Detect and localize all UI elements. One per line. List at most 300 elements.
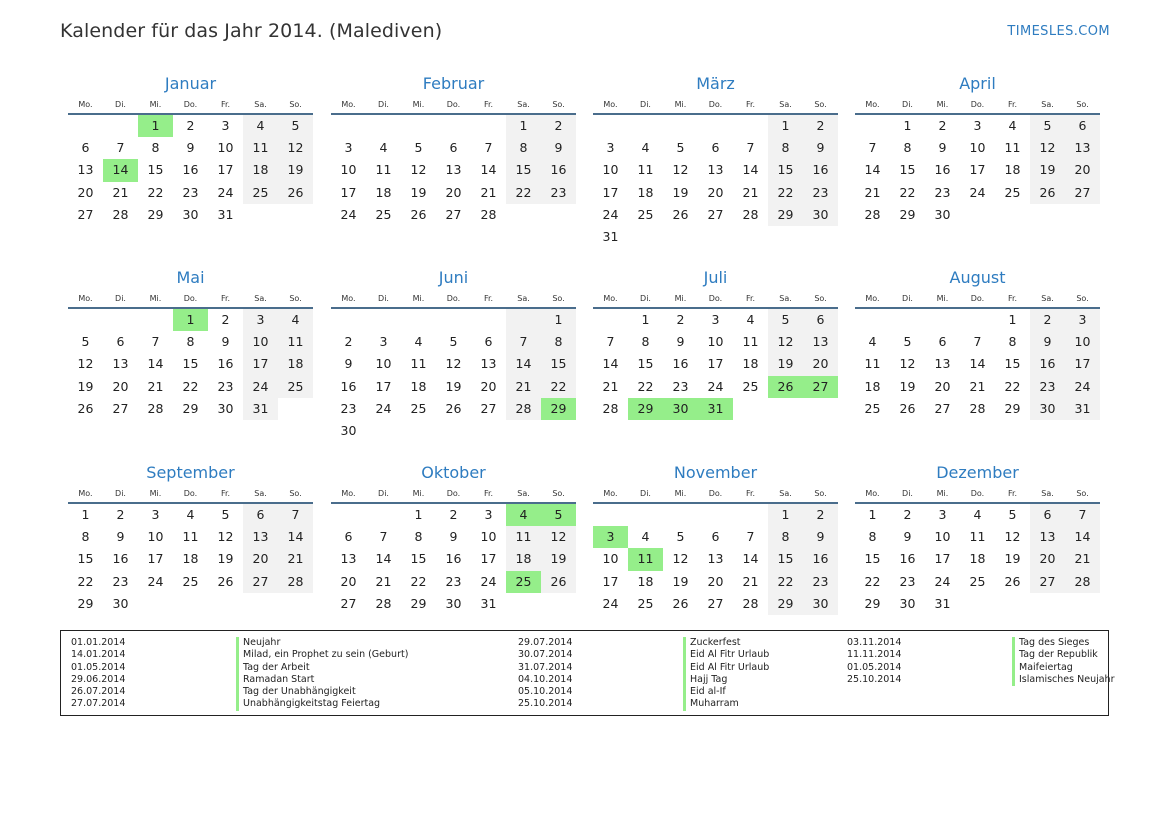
weekday-label: Do. — [970, 100, 985, 109]
day-cell: 19 — [410, 184, 427, 200]
empty-cell — [733, 398, 768, 420]
month-days — [593, 504, 838, 615]
day-cell: 13 — [1030, 526, 1065, 548]
day-cell: 24 — [602, 206, 619, 222]
week-row — [68, 159, 313, 181]
weekday-label: Mo. — [603, 489, 618, 498]
day-cell: 10 — [147, 529, 164, 545]
day-cell: 14 — [506, 353, 541, 375]
day-cell: 13 — [445, 162, 462, 178]
day-cell: 30 — [934, 206, 951, 222]
weekday-label: Fr. — [1007, 294, 1018, 303]
day-cell: 14 — [864, 162, 881, 178]
legend-date: 29.06.2014 — [71, 673, 126, 685]
empty-cell — [960, 309, 995, 331]
week-row — [331, 309, 576, 331]
empty-cell — [663, 115, 698, 137]
weekday-label: Di. — [640, 100, 651, 109]
day-cell: 31 — [602, 228, 619, 244]
day-cell: 8 — [641, 334, 650, 350]
empty-cell — [855, 115, 890, 137]
day-cell: 10 — [934, 529, 951, 545]
week-row — [593, 182, 838, 204]
day-cell: 29 — [147, 206, 164, 222]
day-cell: 30 — [803, 204, 838, 226]
week-row — [68, 593, 313, 615]
day-cell: 28 — [1065, 571, 1100, 593]
day-cell: 3 — [938, 507, 947, 522]
day-cell: 6 — [938, 334, 947, 350]
legend-date: 31.07.2014 — [518, 661, 573, 673]
weekday-label: Do. — [446, 489, 461, 498]
weekday-label: Sa. — [779, 489, 792, 498]
weekday-label: Mi. — [936, 100, 949, 109]
day-cell: 16 — [112, 551, 129, 567]
week-row — [593, 159, 838, 181]
day-cell: 30 — [803, 593, 838, 615]
day-cell: 20 — [243, 548, 278, 570]
legend-holiday-name: Milad, ein Prophet zu sein (Geburt) — [236, 649, 518, 661]
day-cell: 17 — [707, 356, 724, 372]
weekday-header — [855, 290, 1100, 309]
week-row — [68, 571, 313, 593]
weekday-label: So. — [1076, 489, 1089, 498]
day-cell: 7 — [116, 140, 125, 156]
day-cell: 21 — [602, 378, 619, 394]
legend-date: 01.05.2014 — [847, 661, 902, 673]
legend-holiday-name: Tag der Arbeit — [236, 662, 518, 674]
week-row — [68, 115, 313, 137]
day-cell: 22 — [182, 378, 199, 394]
day-cell: 2 — [541, 115, 576, 137]
day-cell: 1 — [1008, 312, 1017, 327]
day-cell: 1 — [903, 118, 912, 133]
day-cell: 29 — [864, 595, 881, 611]
month-november — [593, 461, 838, 615]
holiday-day: 11 — [628, 548, 663, 570]
week-row — [331, 137, 576, 159]
day-cell: 12 — [899, 356, 916, 372]
day-cell: 12 — [672, 551, 689, 567]
day-cell: 2 — [186, 118, 195, 133]
day-cell: 18 — [182, 551, 199, 567]
day-cell: 7 — [506, 331, 541, 353]
day-cell: 20 — [77, 184, 94, 200]
weekday-label: Di. — [640, 489, 651, 498]
week-row — [331, 420, 576, 442]
day-cell: 26 — [1030, 182, 1065, 204]
day-cell: 20 — [1030, 548, 1065, 570]
day-cell: 23 — [340, 400, 357, 416]
day-cell: 20 — [707, 184, 724, 200]
day-cell: 7 — [278, 504, 313, 526]
day-cell: 19 — [445, 378, 462, 394]
day-cell: 15 — [147, 162, 164, 178]
day-cell: 3 — [243, 309, 278, 331]
day-cell: 28 — [480, 206, 497, 222]
holiday-day: 30 — [663, 398, 698, 420]
day-cell: 28 — [864, 206, 881, 222]
day-cell: 10 — [480, 529, 497, 545]
day-cell: 7 — [868, 140, 877, 156]
weekday-label: Di. — [378, 294, 389, 303]
day-cell: 26 — [445, 400, 462, 416]
day-cell: 11 — [506, 526, 541, 548]
weekday-label: Do. — [183, 294, 198, 303]
day-cell: 12 — [278, 137, 313, 159]
holiday-day: 1 — [173, 309, 208, 331]
day-cell: 5 — [81, 334, 90, 350]
day-cell: 20 — [707, 573, 724, 589]
day-cell: 10 — [243, 331, 278, 353]
empty-cell — [1030, 204, 1065, 226]
empty-cell — [436, 420, 471, 442]
day-cell: 8 — [151, 140, 160, 156]
day-cell: 10 — [1065, 331, 1100, 353]
day-cell: 24 — [480, 573, 497, 589]
month-name: Oktober — [421, 463, 486, 482]
week-row — [68, 376, 313, 398]
day-cell: 8 — [868, 529, 877, 545]
weekday-label: Mi. — [674, 100, 687, 109]
month-name: Juni — [438, 268, 469, 287]
week-row — [855, 571, 1100, 593]
empty-cell — [803, 226, 838, 248]
day-cell: 2 — [221, 312, 230, 327]
day-cell: 21 — [375, 573, 392, 589]
day-cell: 23 — [445, 573, 462, 589]
month-name: Januar — [164, 74, 217, 93]
day-cell: 18 — [243, 159, 278, 181]
day-cell: 15 — [182, 356, 199, 372]
day-cell: 4 — [243, 115, 278, 137]
empty-cell — [331, 309, 366, 331]
week-row — [855, 593, 1100, 615]
empty-cell — [278, 398, 313, 420]
legend-date: 14.01.2014 — [71, 649, 126, 661]
week-row — [331, 376, 576, 398]
day-cell: 9 — [541, 137, 576, 159]
empty-cell — [278, 204, 313, 226]
weekday-label: Fr. — [483, 489, 494, 498]
week-row — [331, 504, 576, 526]
month-days — [593, 309, 838, 420]
day-cell: 8 — [81, 529, 90, 545]
day-cell: 22 — [541, 376, 576, 398]
weekday-label: So. — [814, 100, 827, 109]
day-cell: 3 — [221, 118, 230, 133]
empty-cell — [173, 593, 208, 615]
day-cell: 26 — [217, 573, 234, 589]
day-cell: 19 — [541, 548, 576, 570]
day-cell: 22 — [768, 571, 803, 593]
legend-holiday-name: Muharram — [683, 698, 847, 710]
day-cell: 1 — [541, 309, 576, 331]
legend-holiday-name: Eid Al Fitr Urlaub — [683, 662, 847, 674]
day-cell: 31 — [1065, 398, 1100, 420]
week-row — [593, 398, 838, 420]
week-row — [593, 571, 838, 593]
day-cell: 27 — [1065, 182, 1100, 204]
day-cell: 5 — [1030, 115, 1065, 137]
weekday-header — [593, 96, 838, 115]
day-cell: 23 — [1030, 376, 1065, 398]
day-cell: 21 — [147, 378, 164, 394]
day-cell: 9 — [803, 137, 838, 159]
day-cell: 17 — [969, 162, 986, 178]
week-row — [331, 548, 576, 570]
empty-cell — [1065, 593, 1100, 615]
day-cell: 28 — [602, 400, 619, 416]
day-cell: 24 — [969, 184, 986, 200]
holiday-day: 27 — [803, 376, 838, 398]
day-cell: 10 — [707, 334, 724, 350]
weekday-label: Mi. — [674, 489, 687, 498]
empty-cell — [541, 593, 576, 615]
day-cell: 13 — [707, 162, 724, 178]
day-cell: 6 — [711, 529, 720, 545]
day-cell: 9 — [449, 529, 458, 545]
empty-cell — [698, 504, 733, 526]
month-name: März — [696, 74, 735, 93]
day-cell: 6 — [449, 140, 458, 156]
weekday-label: Di. — [115, 489, 126, 498]
day-cell: 20 — [1065, 159, 1100, 181]
day-cell: 25 — [375, 206, 392, 222]
week-row — [593, 115, 838, 137]
day-cell: 21 — [864, 184, 881, 200]
day-cell: 27 — [112, 400, 129, 416]
week-row — [68, 331, 313, 353]
month-days — [593, 115, 838, 248]
day-cell: 25 — [742, 378, 759, 394]
legend-date: 05.10.2014 — [518, 686, 573, 698]
weekday-label: Mo. — [865, 294, 880, 303]
day-cell: 28 — [742, 206, 759, 222]
day-cell: 17 — [375, 378, 392, 394]
weekday-label: Mi. — [149, 294, 162, 303]
day-cell: 23 — [672, 378, 689, 394]
weekday-label: Mi. — [412, 294, 425, 303]
day-cell: 27 — [243, 571, 278, 593]
day-cell: 13 — [112, 356, 129, 372]
day-cell: 21 — [278, 548, 313, 570]
week-row — [593, 137, 838, 159]
weekday-label: Di. — [902, 489, 913, 498]
weekday-label: Mi. — [936, 294, 949, 303]
weekday-label: Fr. — [745, 489, 756, 498]
day-cell: 15 — [541, 353, 576, 375]
day-cell: 16 — [803, 159, 838, 181]
day-cell: 10 — [602, 162, 619, 178]
month-oktober — [331, 461, 576, 615]
day-cell: 25 — [1004, 184, 1021, 200]
day-cell: 17 — [480, 551, 497, 567]
weekday-label: Do. — [708, 100, 723, 109]
empty-cell — [471, 115, 506, 137]
weekday-label: Sa. — [779, 294, 792, 303]
day-cell: 8 — [506, 137, 541, 159]
day-cell: 21 — [112, 184, 129, 200]
weekday-label: Fr. — [220, 489, 231, 498]
empty-cell — [436, 309, 471, 331]
day-cell: 18 — [506, 548, 541, 570]
day-cell: 7 — [746, 140, 755, 156]
day-cell: 12 — [768, 331, 803, 353]
month-august — [855, 266, 1100, 420]
holiday-day: 14 — [103, 159, 138, 181]
weekday-header — [68, 96, 313, 115]
empty-cell — [733, 115, 768, 137]
legend-group — [847, 637, 1130, 715]
day-cell: 24 — [243, 376, 278, 398]
day-cell: 8 — [414, 529, 423, 545]
day-cell: 11 — [410, 356, 427, 372]
empty-cell — [628, 504, 663, 526]
day-cell: 27 — [1030, 571, 1065, 593]
day-cell: 5 — [903, 334, 912, 350]
day-cell: 4 — [641, 140, 650, 156]
empty-cell — [243, 204, 278, 226]
legend-holiday-name: Ramadan Start — [236, 674, 518, 686]
weekday-label: Sa. — [1041, 489, 1054, 498]
day-cell: 11 — [1004, 140, 1021, 156]
day-cell: 30 — [182, 206, 199, 222]
day-cell: 5 — [676, 140, 685, 156]
day-cell: 24 — [147, 573, 164, 589]
week-row — [68, 526, 313, 548]
legend-date: 26.07.2014 — [71, 686, 126, 698]
weekday-label: Mi. — [674, 294, 687, 303]
weekday-label: Sa. — [1041, 294, 1054, 303]
week-row — [331, 398, 576, 420]
week-row — [593, 204, 838, 226]
weekday-label: Mi. — [412, 100, 425, 109]
legend-holiday-name: Islamisches Neujahr — [1012, 674, 1130, 686]
month-days — [68, 309, 313, 420]
day-cell: 31 — [243, 398, 278, 420]
day-cell: 14 — [742, 551, 759, 567]
week-row — [593, 309, 838, 331]
day-cell: 2 — [803, 115, 838, 137]
empty-cell — [663, 504, 698, 526]
day-cell: 23 — [803, 182, 838, 204]
day-cell: 6 — [1030, 504, 1065, 526]
day-cell: 18 — [864, 378, 881, 394]
day-cell: 7 — [973, 334, 982, 350]
day-cell: 14 — [278, 526, 313, 548]
empty-cell — [68, 115, 103, 137]
weekday-label: So. — [552, 489, 565, 498]
empty-cell — [506, 420, 541, 442]
day-cell: 13 — [803, 331, 838, 353]
day-cell: 11 — [637, 162, 654, 178]
day-cell: 8 — [768, 526, 803, 548]
day-cell: 17 — [602, 573, 619, 589]
empty-cell — [925, 309, 960, 331]
weekday-label: Di. — [115, 100, 126, 109]
day-cell: 2 — [1030, 309, 1065, 331]
day-cell: 3 — [606, 140, 615, 156]
empty-cell — [138, 309, 173, 331]
week-row — [593, 353, 838, 375]
day-cell: 10 — [602, 551, 619, 567]
brand-link[interactable]: TIMESLES.COM — [1007, 24, 1110, 39]
day-cell: 30 — [445, 595, 462, 611]
day-cell: 22 — [1004, 378, 1021, 394]
weekday-header — [68, 290, 313, 309]
legend-date: 27.07.2014 — [71, 698, 126, 710]
day-cell: 6 — [116, 334, 125, 350]
day-cell: 28 — [506, 398, 541, 420]
week-row — [331, 593, 576, 615]
week-row — [331, 115, 576, 137]
day-cell: 16 — [541, 159, 576, 181]
day-cell: 2 — [903, 507, 912, 522]
day-cell: 16 — [182, 162, 199, 178]
empty-cell — [593, 309, 628, 331]
weekday-label: Sa. — [254, 294, 267, 303]
day-cell: 27 — [707, 595, 724, 611]
day-cell: 25 — [864, 400, 881, 416]
day-cell: 28 — [112, 206, 129, 222]
empty-cell — [541, 204, 576, 226]
legend-date: 29.07.2014 — [518, 637, 573, 648]
weekday-label: So. — [289, 294, 302, 303]
day-cell: 5 — [414, 140, 423, 156]
day-cell: 2 — [344, 334, 353, 350]
day-cell: 12 — [217, 529, 234, 545]
empty-cell — [1030, 593, 1065, 615]
weekday-label: So. — [289, 100, 302, 109]
weekday-label: So. — [289, 489, 302, 498]
day-cell: 4 — [641, 529, 650, 545]
day-cell: 31 — [480, 595, 497, 611]
day-cell: 6 — [803, 309, 838, 331]
holiday-day: 25 — [506, 571, 541, 593]
weekday-label: Di. — [640, 294, 651, 303]
weekday-label: Mi. — [149, 100, 162, 109]
day-cell: 18 — [637, 184, 654, 200]
day-cell: 23 — [112, 573, 129, 589]
legend-holiday-name: Eid al-If — [683, 686, 847, 698]
day-cell: 7 — [606, 334, 615, 350]
month-days — [331, 504, 576, 615]
empty-cell — [995, 204, 1030, 226]
month-januar — [68, 72, 313, 226]
empty-cell — [593, 504, 628, 526]
day-cell: 7 — [1065, 504, 1100, 526]
legend-group — [71, 637, 518, 715]
day-cell: 6 — [243, 504, 278, 526]
empty-cell — [471, 420, 506, 442]
legend-holiday-name: Neujahr — [236, 637, 518, 649]
weekday-label: Mi. — [149, 489, 162, 498]
day-cell: 1 — [768, 504, 803, 526]
day-cell: 14 — [602, 356, 619, 372]
week-row — [593, 504, 838, 526]
empty-cell — [243, 593, 278, 615]
day-cell: 18 — [742, 356, 759, 372]
day-cell: 19 — [1030, 159, 1065, 181]
week-row — [593, 526, 838, 548]
weekday-label: Do. — [183, 489, 198, 498]
weekday-label: Sa. — [254, 100, 267, 109]
weekday-header — [855, 485, 1100, 504]
month-days — [68, 115, 313, 226]
empty-cell — [733, 226, 768, 248]
day-cell: 18 — [278, 353, 313, 375]
